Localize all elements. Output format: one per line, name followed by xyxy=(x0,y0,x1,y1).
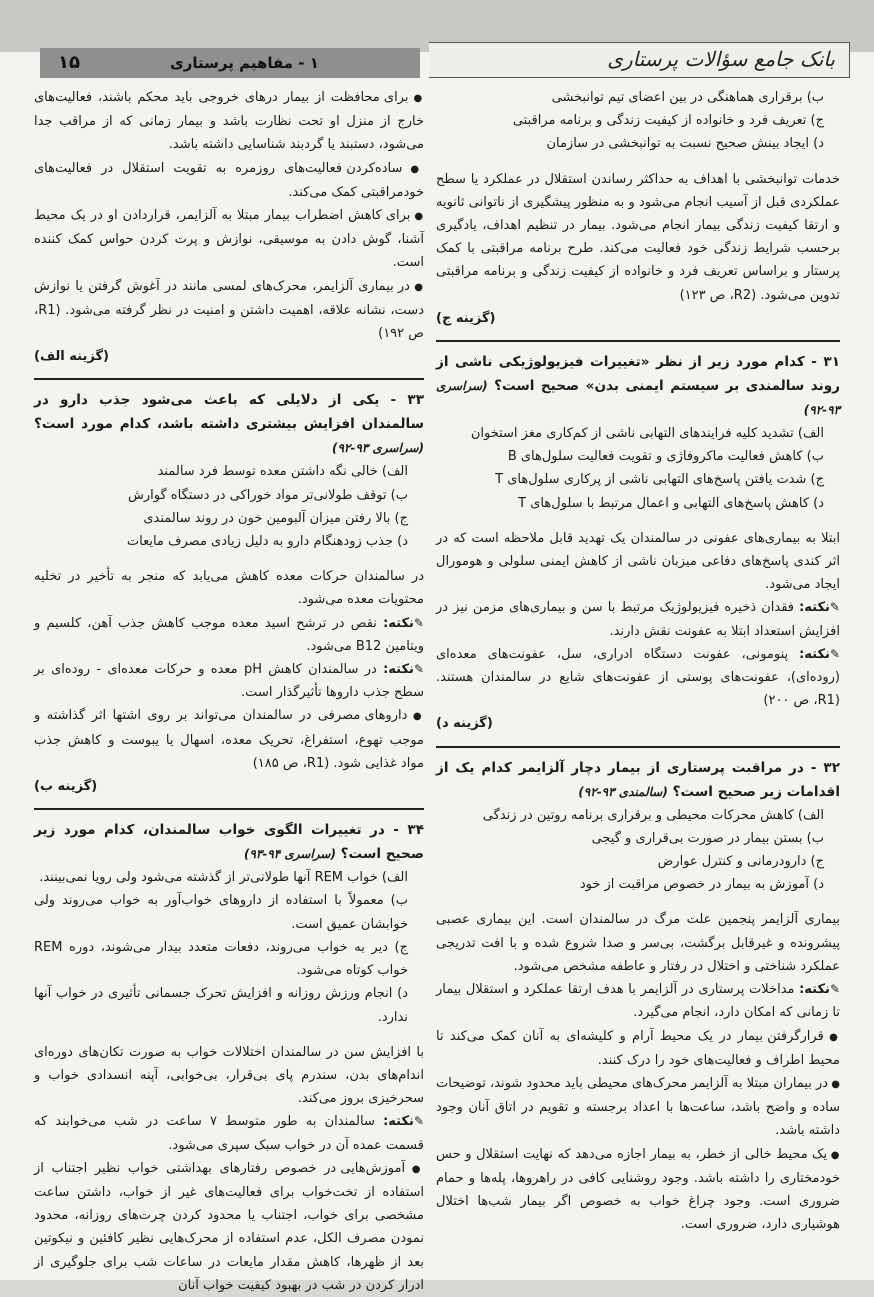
page-number: ۱۵ xyxy=(58,52,80,73)
question-source: (سراسری ۹۳-۹۲) xyxy=(436,379,840,418)
option: ب) بستن بیمار در صورت بی‌قراری و گیجی xyxy=(591,830,824,846)
tip: ✎نکته: مداخلات پرستاری در آلزایمر با هدف ارتقا عملکرد و استقلال بیمار تا زمانی که امکان دارد، انجام می‌گیرد. xyxy=(436,982,840,1021)
bullet-item: ● در بیماری آلزایمر، محرک‌های لمسی مانند در آغوش گرفتن یا نوازش دست، نشانه علاقه، اهمیت داشتن و امنیت در نظر گرفته می‌شود. (R1، ص ۱۹۲) xyxy=(34,275,424,346)
tip: ✎نکته: فقدان ذخیره فیزیولوژیک مرتبط با سن و بیماری‌های مزمن نیز در افزایش استعداد ابتلا به عفونت نقش دارند. xyxy=(436,600,840,639)
answer: (گزینه ب) xyxy=(34,779,98,795)
option: الف) خواب REM آنها طولانی‌تر از گذشته می‌شود ولی رویا نمی‌بینند. xyxy=(39,870,408,886)
note-icon: ✎ xyxy=(829,600,840,615)
question-source: (سراسری ۹۳-۹۲) xyxy=(332,441,424,456)
left-column xyxy=(34,86,424,1297)
option: الف) تشدید کلیه فرایندهای التهابی ناشی از کم‌کاری مغز استخوان xyxy=(470,426,824,442)
note-icon: ✎ xyxy=(413,662,424,677)
option: الف) کاهش محرکات محیطی و برقراری برنامه روتین در زندگی xyxy=(482,807,824,823)
divider xyxy=(34,378,424,380)
option: ج) دیر به خواب می‌روند، دفعات متعدد بیدار می‌شوند، دوره REM خواب کوتاه می‌شود. xyxy=(34,939,408,979)
page-header xyxy=(40,40,850,78)
question-34: ۳۴ - در تغییرات الگوی خواب سالمندان، کدام مورد زیر صحیح است؟ (سراسری ۹۴-۹۳) xyxy=(34,822,424,863)
explanation: ابتلا به بیماری‌های عفونی در سالمندان یک تهدید قابل ملاحظه است که در اثر کندی پاسخ‌های دفاعی میزبان ناشی از کاهش ایمنی سلولی و هومورال ایجاد می‌شود. xyxy=(436,530,840,593)
book-title: بانک جامع سؤالات پرستاری xyxy=(607,47,835,71)
note-icon: ✎ xyxy=(829,646,840,661)
explanation: خدمات توانبخشی با اهداف به حداکثر رساندن استقلال در عملکرد یا سطح عملکردی قبل از آسیب انجام می‌شود و به منظور پیشگیری از ناتوانی ثانویه و ارتقا کیفیت زندگی بیمار انجام می‌شود. بیمار در تنظیم اهداف، یادگیری برحسب شرایط زندگی خود فعالیت می‌کند. طرح برنامه مراقبتی با کمک پرستار و براساس تعریف فرد و خانواده از کیفیت زندگی و برنامه مراقبتی تدوین می‌شود. (R2، ص ۱۲۳) xyxy=(436,171,840,303)
option: ب) معمولاً با استفاده از داروهای خواب‌آور به خواب می‌روند ولی خوابشان عمیق است. xyxy=(34,893,408,932)
option: ج) تعریف فرد و خانواده از کیفیت زندگی و برنامه مراقبتی xyxy=(512,113,824,129)
option: ج) شدت یافتن پاسخ‌های التهابی ناشی از پرکاری سلول‌های T xyxy=(495,472,824,488)
answer: (گزینه د) xyxy=(436,716,493,732)
option: د) ایجاد بینش صحیح نسبت به توانبخشی در سازمان xyxy=(546,136,824,152)
divider xyxy=(436,746,840,748)
explanation: در سالمندان حرکات معده کاهش می‌یابد که منجر به تأخیر در تخلیه محتویات معده می‌شود. xyxy=(34,569,424,608)
note-icon: ✎ xyxy=(413,615,424,630)
question-source: (سالمندی ۹۳-۹۲) xyxy=(578,784,668,799)
tip: ✎نکته: پنومونی، عفونت دستگاه ادراری، سل، عفونت‌های معده‌ای (روده‌ای)، عفونت‌های پوستی از عفونت‌های شایع در سالمندان هستند. (R1، ص ۲۰۰) xyxy=(436,646,840,709)
option: ب) کاهش فعالیت ماکروفاژی و تقویت فعالیت سلول‌های B xyxy=(507,449,824,465)
note-icon: ✎ xyxy=(413,1114,424,1129)
option: ب) برقراری هماهنگی در بین اعضای تیم توانبخشی xyxy=(551,90,824,105)
option: الف) خالی نگه داشتن معده توسط فرد سالمند xyxy=(157,464,408,480)
divider xyxy=(34,808,424,810)
question-31: ۳۱ - کدام مورد زیر از نظر «تغییرات فیزیولوژیکی ناشی از روند سالمندی بر سیستم ایمنی بدن» صحیح است؟ (سراسری ۹۳-۹۲) xyxy=(436,354,840,418)
bullet-item: ● برای محافظت از بیمار درهای خروجی باید محکم باشند، فعالیت‌های خارج از منزل او تحت نظارت باشد و بیمار زمانی که از مراقب جدا می‌شود، دستبند یا گردبند شناسایی داشته باشد. xyxy=(34,86,424,157)
bullet-item: ● آموزش‌هایی در خصوص رفتارهای بهداشتی خواب نظیر اجتناب از استفاده از تخت‌خواب برای فعالیت‌های غیر از خواب، داشتن ساعت مشخصی برای خواب، اجتناب یا محدود کردن چرت‌های روزانه، محدود نمودن مصرف الکل، عدم استفاده از محرک‌هایی نظیر کافئین و نیکوتین بعد از ظهرها، کاهش مقدار مایعات در ساعات شب برای جلوگیری از ادرار کردن در شب در بهبود کیفیت خواب آنان xyxy=(34,1157,424,1297)
option: د) آموزش به بیمار در خصوص مراقبت از خود xyxy=(579,877,824,893)
bullet-item: ● داروهای مصرفی در سالمندان می‌تواند بر روی اشتها اثر گذاشته و موجب تهوع، استفراغ، تحریک معده، اسهال یا یبوست و کاهش جذب مواد غذایی شود. (R1، ص ۱۸۵) xyxy=(34,704,424,775)
question-source: (سراسری ۹۴-۹۳) xyxy=(243,847,336,862)
bullet-item: ● یک محیط خالی از خطر، به بیمار اجازه می‌دهد که نهایت استقلال و حس خودمختاری را داشته باشد. وجود روشنایی کافی در راهروها، پله‌ها و حمام ضروری است. وجود چراغ خواب به خصوص اگر بیمار شب‌ها اختلال هوشیاری دارد، ضروری است. xyxy=(436,1143,840,1237)
option: د) جذب زودهنگام دارو به دلیل زیادی مصرف مایعات xyxy=(126,534,408,550)
header-title-box xyxy=(429,42,850,78)
option: ج) دارودرمانی و کنترل عوارض xyxy=(657,854,824,870)
tip: ✎نکته: در سالمندان کاهش pH معده و حرکات معده‌ای - روده‌ای بر سطح جذب داروها تأثیرگذار است. xyxy=(34,662,424,701)
right-column xyxy=(436,86,840,1236)
option: د) کاهش پاسخ‌های التهابی و اعمال مرتبط با سلول‌های T xyxy=(518,495,824,511)
bullet-item: ● قرارگرفتن بیمار در یک محیط آرام و کلیشه‌ای به آنان کمک می‌کند تا محیط اطراف و فعالیت‌های خود را درک کنند. xyxy=(436,1025,840,1072)
tip: ✎نکته: سالمندان به طور متوسط ۷ ساعت در شب می‌خوابند که قسمت عمده آن در خواب سبک سپری می‌شود. xyxy=(34,1114,424,1153)
option: ب) توقف طولانی‌تر مواد خوراکی در دستگاه گوارش xyxy=(128,487,408,503)
chapter-title: ۱ - مفاهیم پرستاری xyxy=(170,54,319,72)
question-32: ۳۲ - در مراقبت پرستاری از بیمار دچار آلزایمر کدام یک از اقدامات زیر صحیح است؟ (سالمندی ۹۳-۹۲) xyxy=(436,759,840,800)
note-icon: ✎ xyxy=(829,982,840,997)
bullet-item: ● در بیماران مبتلا به آلزایمر محرک‌های محیطی باید محدود شوند، توضیحات ساده و واضح باشد، ساعت‌ها با اعداد برجسته و تقویم در اتاق آنان وجود داشته باشد. xyxy=(436,1072,840,1143)
bullet-item: ● ساده‌کردن فعالیت‌های روزمره به تقویت استقلال در فعالیت‌های خودمراقبتی کمک می‌کند. xyxy=(34,157,424,204)
bullet-item: ● برای کاهش اضطراب بیمار مبتلا به آلزایمر، قراردادن او در یک محیط آشنا، گوش دادن به موسیقی، نوازش و پرت کردن حواس کمک کننده است. xyxy=(34,204,424,275)
option: ج) بالا رفتن میزان آلبومین خون در روند سالمندی xyxy=(143,510,408,526)
option: د) انجام ورزش روزانه و افزایش تحرک جسمانی تأثیری در خواب آنها ندارد. xyxy=(34,986,408,1025)
explanation: با افزایش سن در سالمندان اختلالات خواب به صورت تکان‌های دوره‌ای اندام‌های بدن، سندرم پای بی‌قرار، بی‌خوابی، آپنه انسدادی خواب و سحرخیزی بروز می‌کند. xyxy=(34,1044,424,1107)
answer: (گزینه الف) xyxy=(34,349,109,365)
explanation: بیماری آلزایمر پنجمین علت مرگ در سالمندان است. این بیماری عصبی پیشرونده و غیرقابل برگشت، بی‌سر و صدا شروع شده و با افت تدریجی عملکرد شناختی و اختلال در رفتار و عاطفه مشخص می‌شود. xyxy=(436,912,840,974)
tip: ✎نکته: نقص در ترشح اسید معده موجب کاهش جذب آهن، کلسیم و ویتامین B12 می‌شود. xyxy=(34,615,424,654)
divider xyxy=(436,340,840,342)
answer: (گزینه ج) xyxy=(436,310,496,326)
question-33: ۳۳ - یکی از دلایلی که باعث می‌شود جذب دارو در سالمندان افزایش بیشتری داشته باشد، کدام مورد است؟ (سراسری ۹۳-۹۲) xyxy=(34,392,424,456)
